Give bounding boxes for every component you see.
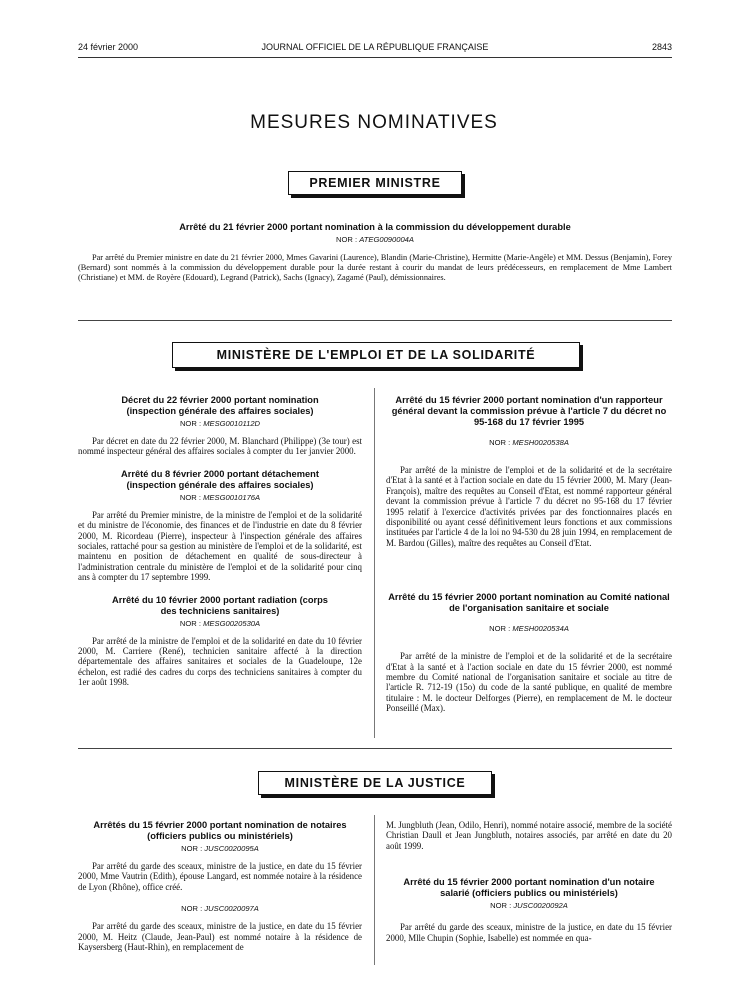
section-title: MINISTÈRE DE LA JUSTICE — [284, 776, 466, 790]
decree-block — [78, 469, 362, 583]
decree-nor — [78, 904, 362, 913]
nor-code: ATEG0090004A — [359, 235, 414, 244]
header-date: 24 février 2000 — [78, 42, 139, 52]
pm-decree — [78, 222, 672, 284]
column-separator — [374, 388, 375, 738]
nor-code: MESG0010112D — [203, 419, 261, 428]
continuation-text: M. Jungbluth (Jean, Odilo, Henri), nommé notaire associé, membre de la société Christian Daull et Jean Jungbluth, notaires associés, par arrêté en date du 20 août 1999. — [386, 820, 672, 851]
emploi-right-column — [386, 395, 672, 714]
decree-title: Arrêté du 21 février 2000 portant nomination à la commission du développement durable — [179, 222, 571, 232]
nor-label: NOR : — [179, 618, 201, 628]
nor-code: JUSC0020095A — [204, 844, 259, 853]
decree-nor — [78, 235, 672, 244]
section-box-premier-ministre — [288, 171, 462, 195]
nor-label: NOR : — [179, 419, 202, 428]
decree-title: Arrêté du 15 février 2000 portant nomination d'un rapporteur général devant la commission prévue à l'article 7 du décret no 95-168 du 17 février 1995 — [391, 395, 667, 427]
decree-body: Par arrêté de la ministre de l'emploi et de la solidarité en date du 10 février 2000, M. Carriere (René), technicien sanitaire affecté à la direction départementale des affaires sanitaires et sociales de la Guadeloupe, 12e échelon, est radié des cadres du corps des techniciens sanitaires à compter du 1er août 1998. — [78, 635, 362, 688]
nor-label: NOR : — [181, 844, 203, 853]
justice-right-column — [386, 820, 672, 943]
header-rule — [78, 57, 672, 58]
decree-block — [78, 395, 362, 457]
nor-label: NOR : — [181, 904, 203, 914]
decree-body: Par arrêté du Premier ministre, de la ministre de l'emploi et de la solidarité et du ministre de l'économie, des finances et de l'industrie en date du 8 février 2000, M. Ricordeau (Pierre), inspecteur à l'inspection générale des affaires sociales, rattaché pour sa gestion au ministère de l'emploi et de la solidarité, est maintenu en position de détachement en qualité de sous-directeur à l'administration centrale du ministère de l'emploi et de la solidarité pour cinq ans à compter du 17 septembre 1999. — [78, 509, 362, 583]
decree-nor — [78, 493, 362, 502]
decree-title: Arrêté du 8 février 2000 portant détachement (inspection générale des affaires sociales) — [121, 468, 319, 490]
decree-body: Par arrêté de la ministre de l'emploi et de la solidarité et de la secrétaire d'Etat à la santé et à l'action sociale en date du 15 février 2000, M. Mary (Jean-François), maître des requêtes au Conseil d'Etat, est nommé rapporteur général devant la commission prévue à l'article 7 du décret no 95-168 du 17 février 1995 relatif à l'exercice d'activités privées par des fonctionnaires placés en disponibilité ou ayant cessé définitivement leurs fonctions et aux commissions instituées par l'article 4 de la loi no 94-530 du 28 juin 1994, en remplacement de M. Bardou (Gilles), maître des requêtes au Conseil d'Etat. — [386, 465, 672, 548]
decree-block — [78, 595, 362, 688]
decree-block — [386, 592, 672, 713]
section-box-emploi-solidarite — [172, 342, 580, 368]
decree-nor — [386, 438, 672, 447]
section-separator — [78, 320, 672, 321]
header-journal-title: JOURNAL OFFICIEL DE LA RÉPUBLIQUE FRANÇAISE — [261, 42, 489, 52]
decree-nor — [386, 901, 672, 910]
nor-code: JUSC0020092A — [513, 901, 568, 911]
main-title: MESURES NOMINATIVES — [250, 112, 498, 133]
decree-title: Décret du 22 février 2000 portant nomination (inspection générale des affaires sociales) — [121, 395, 319, 416]
decree-block — [386, 395, 672, 548]
nor-label: NOR : — [490, 901, 512, 911]
decree-title: Arrêté du 10 février 2000 portant radiation (corps des techniciens sanitaires) — [112, 594, 328, 616]
nor-code: MESG0020530A — [203, 618, 261, 628]
nor-label: NOR : — [489, 438, 511, 447]
column-separator — [374, 815, 375, 965]
decree-body: Par arrêté de la ministre de l'emploi et de la solidarité et de la secrétaire d'Etat à la santé et à l'action sociale en date du 15 février 2000, est nommé membre du Comité national de l'organisation sanitaire et sociale au titre de l'article R. 712-19 (15o) du code de la santé publique, en qualité de membre titulaire : M. le docteur Delforges (Pierre), en remplacement de M. le docteur Ponseillé (Max). — [386, 651, 672, 714]
page-header — [78, 42, 672, 56]
decree-nor — [78, 419, 362, 428]
decree-body: Par arrêté du garde des sceaux, ministre de la justice, en date du 15 février 2000, Mme Vautrin (Edith), épouse Langard, est nommée notaire à la résidence de Lyon (Rhône), office créé. — [78, 861, 362, 892]
section-box-justice — [258, 771, 492, 795]
decree-body: Par arrêté du Premier ministre en date du 21 février 2000, Mmes Gavarini (Laurence), Blandin (Marie-Christine), Hermitte (Marie-Angèle) et MM. Dessus (Benjamin), Forey (Bernard) sont nommés à la commission du développement durable pour la durée restant à courir du mandat de leurs prédécesseurs, en remplacement de Mme Lambert (Christiane) et MM. de Royère (Edouard), Legrand (Patrick), Sachs (Ignacy), Zagamé (Paul), démissionnaires. — [78, 253, 672, 283]
section-title: MINISTÈRE DE L'EMPLOI ET DE LA SOLIDARITÉ — [216, 348, 536, 362]
section-title: PREMIER MINISTRE — [309, 176, 441, 190]
nor-label: NOR : — [489, 624, 511, 634]
decree-title: Arrêtés du 15 février 2000 portant nomination de notaires (officiers publics ou ministériels) — [93, 820, 347, 841]
nor-label: NOR : — [179, 492, 201, 502]
decree-title: Arrêté du 15 février 2000 portant nomination d'un notaire salarié (officiers publics ou ministériels) — [403, 877, 655, 899]
decree-body: Par arrêté du garde des sceaux, ministre de la justice, en date du 15 février 2000, Mlle Chupin (Sophie, Isabelle) est nommée en qua- — [386, 922, 672, 943]
nor-label: NOR : — [336, 235, 358, 244]
header-page-number: 2843 — [651, 42, 672, 52]
nor-code: JUSC0020097A — [204, 904, 259, 914]
section-separator — [78, 748, 672, 749]
justice-left-column — [78, 820, 362, 952]
decree-nor — [386, 624, 672, 633]
decree-nor — [78, 619, 362, 628]
decree-nor — [78, 844, 362, 853]
nor-code: MESH0020534A — [512, 624, 569, 634]
nor-code: MESH0020538A — [512, 438, 569, 447]
decree-title: Arrêté du 15 février 2000 portant nomination au Comité national de l'organisation sanitaire et sociale — [388, 592, 670, 614]
decree-body: Par décret en date du 22 février 2000, M. Blanchard (Philippe) (3e tour) est nommé inspecteur général des affaires sociales à compter du 1er janvier 2000. — [78, 436, 362, 457]
decree-body: Par arrêté du garde des sceaux, ministre de la justice, en date du 15 février 2000, M. Heitz (Claude, Jean-Paul) est nommé notaire à la résidence de Kaysersberg (Haut-Rhin), en remplacement de — [78, 921, 362, 953]
nor-code: MESG0010176A — [203, 492, 261, 502]
emploi-left-column — [78, 395, 362, 688]
